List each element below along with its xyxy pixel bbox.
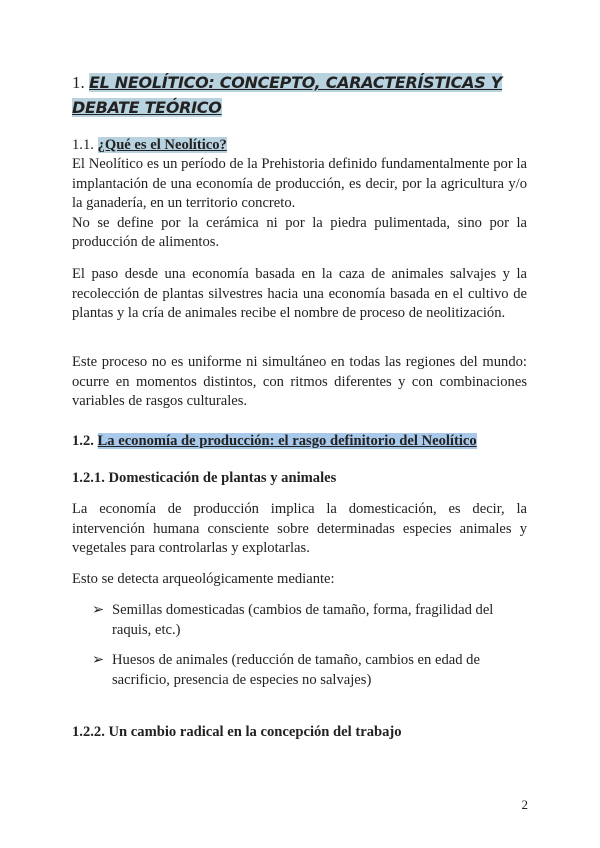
list-item bbox=[92, 601, 532, 640]
section-1-2-1-heading: 1.2.1. Domesticación de plantas y animales bbox=[72, 470, 337, 486]
page-number: 2 bbox=[521, 797, 528, 812]
section-1-2-heading bbox=[72, 433, 527, 450]
section-1-2-1-intro bbox=[72, 570, 527, 590]
section-1-2-title: La economía de producción: el rasgo definitorio del Neolítico bbox=[97, 433, 477, 449]
arrow-bullet-icon: ➢ bbox=[92, 652, 105, 668]
paragraph: La economía de producción implica la domesticación, es decir, la intervención humana consciente sobre determinadas especies animales y vegetales para controlarlas y explotarlas. bbox=[72, 501, 527, 556]
list-item bbox=[92, 651, 532, 690]
arrow-bullet-icon: ➢ bbox=[92, 602, 105, 618]
paragraph: Esto se detecta arqueológicamente mediante: bbox=[72, 571, 335, 587]
section-1-1-body-a bbox=[72, 155, 527, 253]
list-item-text: Huesos de animales (reducción de tamaño, cambios en edad de sacrificio, presencia de especies no salvajes) bbox=[112, 652, 480, 688]
section-1-1-title: ¿Qué es el Neolítico? bbox=[97, 137, 227, 153]
heading-number: 1. bbox=[72, 73, 85, 92]
list-item-text: Semillas domesticadas (cambios de tamaño, forma, fragilidad del raquis, etc.) bbox=[112, 602, 494, 638]
main-heading bbox=[72, 70, 532, 120]
paragraph: No se define por la cerámica ni por la piedra pulimentada, sino por la producción de alimentos. bbox=[72, 214, 527, 250]
section-1-1-body-b bbox=[72, 265, 527, 324]
paragraph: El Neolítico es un período de la Prehistoria definido fundamentalmente por la implantación de una economía de producción, es decir, por la agricultura y/o la ganadería, en un territorio concreto. bbox=[72, 156, 527, 211]
heading-title-line1: EL NEOLÍTICO: CONCEPTO, CARACTERÍSTICAS Y bbox=[89, 73, 502, 92]
heading-title-line2: DEBATE TEÓRICO bbox=[72, 98, 222, 117]
section-1-2-2-heading: 1.2.2. Un cambio radical en la concepción del trabajo bbox=[72, 724, 402, 740]
section-1-1-body-c bbox=[72, 353, 527, 412]
section-1-2-number: 1.2. bbox=[72, 433, 94, 449]
paragraph: Este proceso no es uniforme ni simultáneo en todas las regiones del mundo: ocurre en momentos distintos, con ritmos diferentes y con combinaciones variables de rasgos culturales. bbox=[72, 354, 527, 409]
paragraph: El paso desde una economía basada en la caza de animales salvajes y la recolección de plantas silvestres hacia una economía basada en el cultivo de plantas y la cría de animales recibe el nombre de proceso de neolitización. bbox=[72, 266, 527, 321]
section-1-1-heading bbox=[72, 137, 527, 154]
section-1-1-number: 1.1. bbox=[72, 137, 94, 153]
section-1-2-1-body bbox=[72, 500, 527, 559]
